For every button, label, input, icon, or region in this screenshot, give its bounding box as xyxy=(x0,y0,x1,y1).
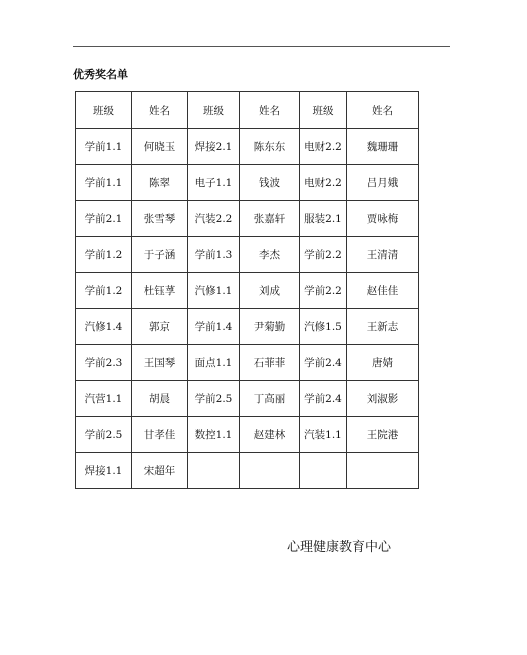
class-cell: 面点1.1 xyxy=(188,345,240,381)
name-cell: 贾咏梅 xyxy=(347,201,419,237)
table-row xyxy=(76,201,419,237)
header-name: 姓名 xyxy=(347,92,419,129)
award-table xyxy=(75,91,419,489)
class-cell: 学前2.1 xyxy=(76,201,132,237)
class-cell: 学前1.1 xyxy=(76,165,132,201)
table-header-row xyxy=(76,92,419,129)
class-cell: 汽修1.4 xyxy=(76,309,132,345)
name-cell: 魏珊珊 xyxy=(347,129,419,165)
name-cell: 陈翠 xyxy=(132,165,188,201)
name-cell: 赵建林 xyxy=(240,417,300,453)
class-cell: 汽修1.1 xyxy=(188,273,240,309)
name-cell: 唐婧 xyxy=(347,345,419,381)
name-cell: 张嘉轩 xyxy=(240,201,300,237)
header-name: 姓名 xyxy=(240,92,300,129)
class-cell: 汽营1.1 xyxy=(76,381,132,417)
class-cell xyxy=(300,453,347,489)
class-cell: 学前1.3 xyxy=(188,237,240,273)
document-title: 优秀奖名单 xyxy=(73,68,128,81)
table-row xyxy=(76,453,419,489)
name-cell: 陈东东 xyxy=(240,129,300,165)
name-cell: 王院港 xyxy=(347,417,419,453)
class-cell: 汽修1.5 xyxy=(300,309,347,345)
name-cell xyxy=(240,453,300,489)
class-cell: 汽装2.2 xyxy=(188,201,240,237)
header-class: 班级 xyxy=(76,92,132,129)
table-row xyxy=(76,165,419,201)
name-cell: 王新志 xyxy=(347,309,419,345)
name-cell: 李杰 xyxy=(240,237,300,273)
signature-department: 心理健康教育中心 xyxy=(287,540,392,555)
name-cell: 石菲菲 xyxy=(240,345,300,381)
class-cell: 汽装1.1 xyxy=(300,417,347,453)
class-cell: 焊接1.1 xyxy=(76,453,132,489)
name-cell: 于子涵 xyxy=(132,237,188,273)
table-row xyxy=(76,129,419,165)
class-cell: 学前2.5 xyxy=(76,417,132,453)
name-cell: 尹菊勤 xyxy=(240,309,300,345)
table-row xyxy=(76,309,419,345)
name-cell: 刘成 xyxy=(240,273,300,309)
header-class: 班级 xyxy=(300,92,347,129)
name-cell: 何晓玉 xyxy=(132,129,188,165)
name-cell: 丁高丽 xyxy=(240,381,300,417)
class-cell: 学前1.4 xyxy=(188,309,240,345)
class-cell: 学前2.4 xyxy=(300,381,347,417)
name-cell: 张雪琴 xyxy=(132,201,188,237)
name-cell: 刘淑影 xyxy=(347,381,419,417)
table-row xyxy=(76,237,419,273)
name-cell: 吕月娥 xyxy=(347,165,419,201)
class-cell: 焊接2.1 xyxy=(188,129,240,165)
class-cell: 数控1.1 xyxy=(188,417,240,453)
class-cell: 学前2.2 xyxy=(300,237,347,273)
name-cell: 宋超年 xyxy=(132,453,188,489)
header-rule xyxy=(73,46,450,47)
table-row xyxy=(76,345,419,381)
class-cell: 学前1.1 xyxy=(76,129,132,165)
table-row xyxy=(76,273,419,309)
name-cell: 王国琴 xyxy=(132,345,188,381)
class-cell: 服装2.1 xyxy=(300,201,347,237)
class-cell: 学前2.3 xyxy=(76,345,132,381)
header-class: 班级 xyxy=(188,92,240,129)
name-cell: 王清清 xyxy=(347,237,419,273)
header-name: 姓名 xyxy=(132,92,188,129)
class-cell: 电财2.2 xyxy=(300,129,347,165)
name-cell: 甘孝佳 xyxy=(132,417,188,453)
class-cell: 学前2.2 xyxy=(300,273,347,309)
name-cell: 胡晨 xyxy=(132,381,188,417)
class-cell xyxy=(188,453,240,489)
name-cell: 郭京 xyxy=(132,309,188,345)
name-cell xyxy=(347,453,419,489)
name-cell: 钱波 xyxy=(240,165,300,201)
award-table-body xyxy=(76,92,419,489)
class-cell: 学前2.5 xyxy=(188,381,240,417)
class-cell: 学前1.2 xyxy=(76,237,132,273)
table-row xyxy=(76,417,419,453)
table-row xyxy=(76,381,419,417)
class-cell: 电财2.2 xyxy=(300,165,347,201)
class-cell: 电子1.1 xyxy=(188,165,240,201)
class-cell: 学前1.2 xyxy=(76,273,132,309)
class-cell: 学前2.4 xyxy=(300,345,347,381)
name-cell: 赵佳佳 xyxy=(347,273,419,309)
name-cell: 杜钰莩 xyxy=(132,273,188,309)
